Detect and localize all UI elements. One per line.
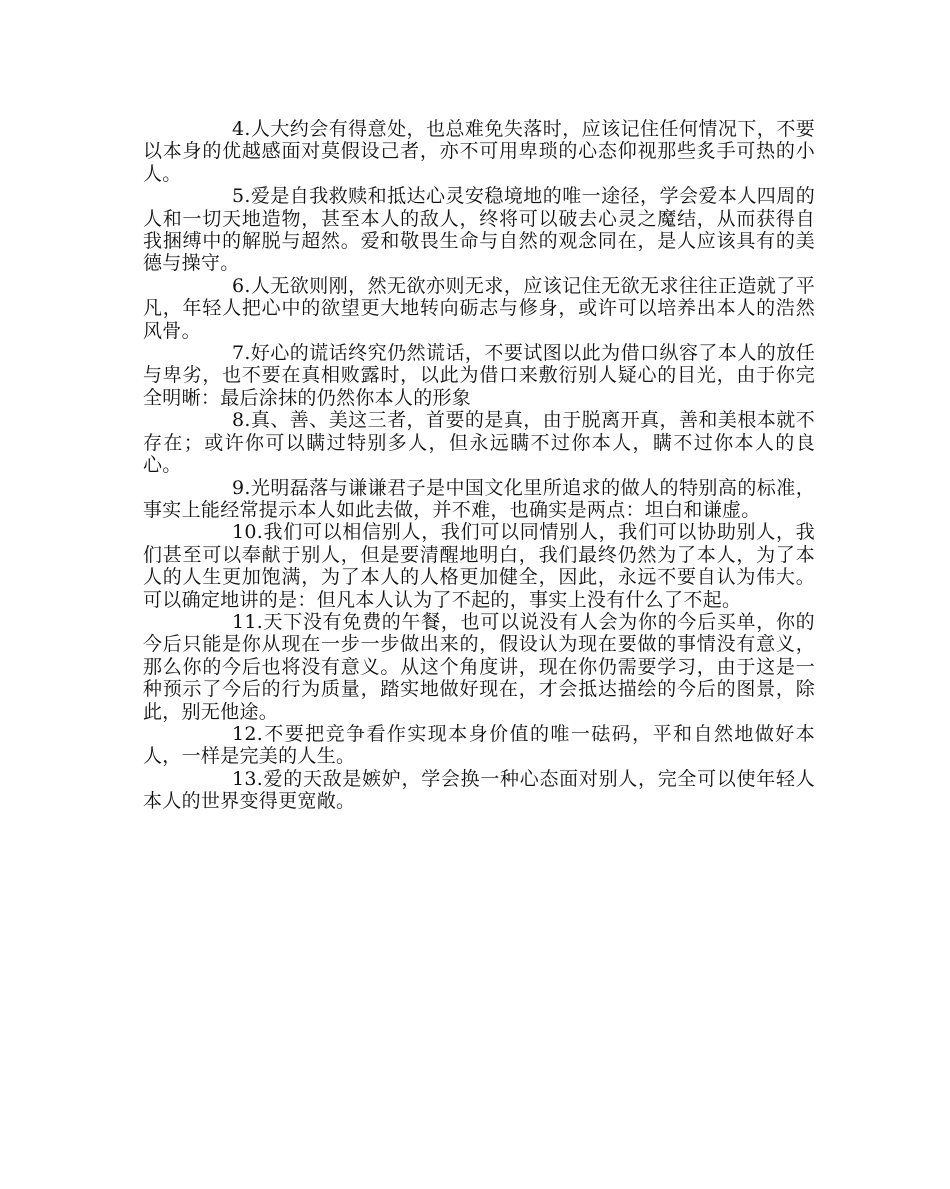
- paragraph-13: 13.爱的天敌是嫉妒，学会换一种心态面对别人，完全可以使年轻人本人的世界变得更宽敞。: [143, 767, 815, 813]
- paragraph-8: 8.真、善、美这三者，首要的是真，由于脱离开真，善和美根本就不存在；或许你可以瞒过特别多人，但永远瞒不过你本人，瞒不过你本人的良心。: [143, 409, 815, 477]
- paragraph-7: 7.好心的谎话终究仍然谎话，不要试图以此为借口纵容了本人的放任与卑劣，也不要在真相败露时，以此为借口来敷衍别人疑心的目光，由于你完全明晰：最后涂抹的仍然你本人的形象: [143, 342, 815, 409]
- paragraph-11: 11.天下没有免费的午餐，也可以说没有人会为你的今后买单，你的今后只能是你从现在一步一步做出来的，假设认为现在要做的事情没有意义，那么你的今后也将没有意义。从这个角度讲，现在你仍需要学习，由于这是一种预示了今后的行为质量，踏实地做好现在，才会抵达描绘的今后的图景，除此，别无他途。: [143, 610, 815, 723]
- paragraph-12: 12.不要把竞争看作实现本身价值的唯一砝码，平和自然地做好本人，一样是完美的人生。: [143, 722, 815, 768]
- paragraph-10: 10.我们可以相信别人，我们可以同情别人，我们可以协助别人，我们甚至可以奉献于别人，但是要清醒地明白，我们最终仍然为了本人，为了本人的人生更加饱满，为了本人的人格更加健全，因此，永远不要自认为伟大。可以确定地讲的是：但凡本人认为了不起的，事实上没有什么了不起。: [143, 521, 815, 611]
- document-body: [143, 118, 815, 813]
- paragraph-4: 4.人大约会有得意处，也总难免失落时，应该记住任何情况下，不要以本身的优越感面对莫假设己者，亦不可用卑琐的心态仰视那些炙手可热的小人。: [143, 118, 815, 185]
- paragraph-6: 6.人无欲则刚，然无欲亦则无求，应该记住无欲无求往往正造就了平凡，年轻人把心中的欲望更大地转向砺志与修身，或许可以培养出本人的浩然风骨。: [143, 274, 815, 342]
- paragraph-5: 5.爱是自我救赎和抵达心灵安稳境地的唯一途径，学会爱本人四周的人和一切天地造物，甚至本人的敌人，终将可以破去心灵之魔结，从而获得自我捆缚中的解脱与超然。爱和敬畏生命与自然的观念同在，是人应该具有的美德与操守。: [143, 185, 815, 275]
- paragraph-9: 9.光明磊落与谦谦君子是中国文化里所追求的做人的特别高的标准，事实上能经常提示本人如此去做，并不难，也确实是两点：坦白和谦虚。: [143, 476, 815, 521]
